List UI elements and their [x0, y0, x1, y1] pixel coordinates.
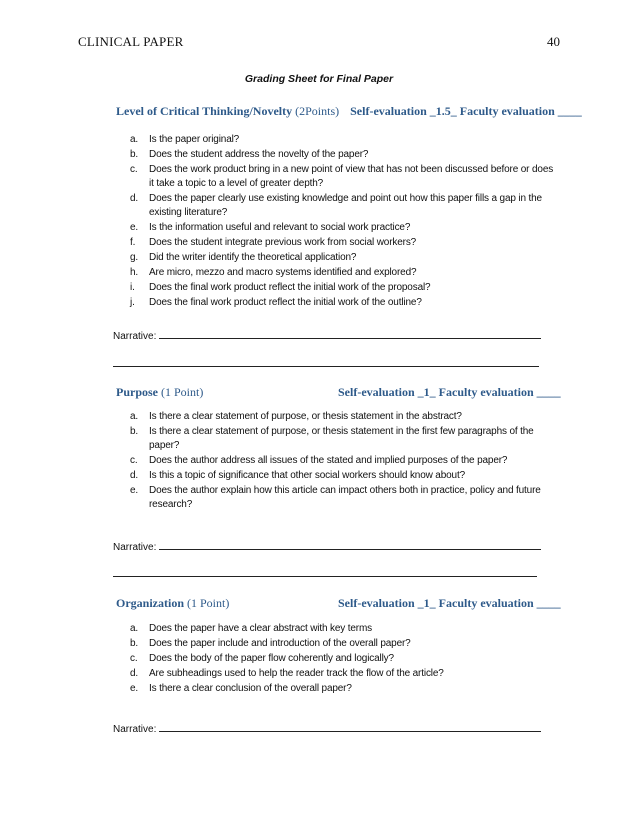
- list-item: c. Does the author address all issues of the stated and implied purposes of the paper?: [130, 455, 508, 466]
- section-title: Level of Critical Thinking/Novelty: [116, 104, 293, 118]
- list-item: c. Does the work product bring in a new point of view that has not been discussed before or does it take a topic to a level of greater depth?: [130, 164, 554, 189]
- narrative-field[interactable]: [113, 722, 541, 735]
- section-title: Organization: [116, 596, 184, 610]
- narrative-label: Narrative:: [113, 542, 157, 553]
- self-evaluation: Self-evaluation _1_ Faculty evaluation ____: [338, 385, 561, 399]
- list-item: b. Is there a clear statement of purpose, or thesis statement in the first few paragraphs of the paper?: [130, 426, 534, 451]
- list-item: d. Is this a topic of significance that other social workers should know about?: [130, 470, 465, 481]
- list-item: h. Are micro, mezzo and macro systems identified and explored?: [130, 267, 417, 278]
- list-item: i. Does the final work product reflect the initial work of the proposal?: [130, 282, 431, 293]
- section-title: Purpose: [116, 385, 158, 399]
- document-title: Grading Sheet for Final Paper: [244, 73, 394, 85]
- criteria-list-organization: [130, 622, 560, 697]
- list-item: j. Does the final work product reflect the initial work of the outline?: [130, 297, 422, 308]
- running-head: CLINICAL PAPER: [78, 34, 184, 49]
- list-item: d. Does the paper clearly use existing knowledge and point out how this paper fills a gap in the existing literature?: [130, 193, 542, 218]
- list-item: a. Is there a clear statement of purpose, or thesis statement in the abstract?: [130, 411, 462, 422]
- list-item: c. Does the body of the paper flow coherently and logically?: [130, 653, 394, 664]
- narrative-line[interactable]: [159, 329, 541, 339]
- narrative-label: Narrative:: [113, 331, 157, 342]
- section-points: (2Points): [295, 104, 340, 118]
- criteria-list-purpose: [130, 410, 560, 513]
- section-organization-header: [116, 596, 566, 611]
- list-item: b. Does the student address the novelty of the paper?: [130, 149, 369, 160]
- narrative-line[interactable]: [159, 722, 541, 732]
- self-evaluation: Self-evaluation _1_ Faculty evaluation ____: [338, 596, 561, 610]
- narrative-line-2[interactable]: [113, 366, 539, 367]
- narrative-field[interactable]: [113, 329, 541, 342]
- list-item: f. Does the student integrate previous work from social workers?: [130, 237, 417, 248]
- list-item: b. Does the paper include and introduction of the overall paper?: [130, 638, 411, 649]
- self-evaluation: Self-evaluation _1.5_ Faculty evaluation ____: [350, 104, 582, 118]
- list-item: e. Does the author explain how this article can impact others both in practice, policy and future research?: [130, 485, 541, 510]
- list-item: a. Is the paper original?: [130, 134, 240, 145]
- list-item: e. Is there a clear conclusion of the overall paper?: [130, 683, 352, 694]
- list-item: a. Does the paper have a clear abstract with key terms: [130, 623, 373, 634]
- list-item: g. Did the writer identify the theoretical application?: [130, 252, 357, 263]
- section-critical-thinking-header: [116, 104, 582, 119]
- section-points: (1 Point): [161, 385, 204, 399]
- list-item: d. Are subheadings used to help the reader track the flow of the article?: [130, 668, 444, 679]
- list-item: e. Is the information useful and relevant to social work practice?: [130, 222, 411, 233]
- section-purpose-header: [116, 385, 566, 400]
- section-points: (1 Point): [187, 596, 230, 610]
- page-number: 40: [547, 34, 560, 49]
- narrative-line[interactable]: [159, 540, 541, 550]
- narrative-line-2[interactable]: [113, 576, 537, 577]
- narrative-label: Narrative:: [113, 724, 157, 735]
- criteria-list-critical-thinking: [130, 133, 560, 311]
- narrative-field[interactable]: [113, 540, 541, 553]
